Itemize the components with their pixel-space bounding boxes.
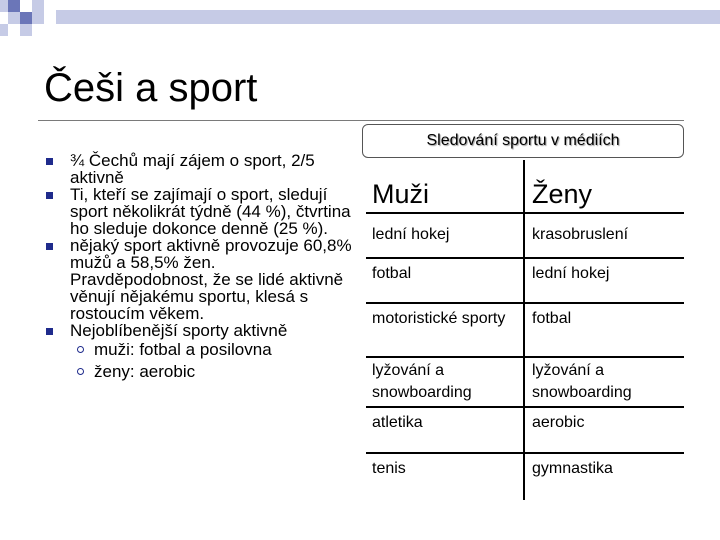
table-row [366,214,684,257]
table-row [366,408,684,452]
bullet-list [44,152,354,383]
table-caption-text: Sledování sportu v médiích [426,132,620,149]
table-cell: atletika [372,414,423,431]
square-bullet-icon [46,243,53,250]
bullet-text: ¾ Čechů mají zájem o sport, 2/5 aktivně [70,151,315,187]
table-caption [362,124,684,158]
sub-bullet-text: ženy: aerobic [94,362,196,381]
table-row [366,358,684,406]
bullet-item [44,152,354,186]
sub-bullet-item [44,339,354,361]
table-cell: lyžování a snowboarding [532,362,632,401]
square-bullet-icon [46,158,53,165]
bullet-text: nějaký sport aktivně provozuje 60,8% mužů a 58,5% žen. Pravděpodobnost, že se lidé aktivně věnují nějakému sportu, klesá s rostoucím věkem. [70,236,352,323]
header-cell-women: Ženy [532,179,593,209]
table-row [366,454,684,498]
table-cell: motoristické sporty [372,310,506,327]
column-divider [523,160,525,500]
ring-bullet-icon [77,346,84,353]
bullet-item [44,186,354,237]
table-cell: krasobruslení [532,226,629,243]
table-cell: fotbal [532,310,572,327]
slide-title: Češi a sport [44,66,258,110]
bullet-item [44,237,354,322]
sub-bullet-item [44,361,354,383]
table-cell: lyžování a snowboarding [372,362,472,401]
table-cell: aerobic [532,414,585,431]
table-row [366,259,684,302]
table-cell: lední hokej [532,265,610,282]
bullet-text: Ti, kteří se zajímají o sport, sledují sport několikrát týdně (44 %), čtvrtina ho sleduje dokonce denně (25 %). [70,185,351,238]
bullet-text: Nejoblíbenější sporty aktivně [70,321,288,340]
ring-bullet-icon [77,368,84,375]
table-cell: lední hokej [372,226,450,243]
header-cell-men: Muži [372,179,430,209]
square-bullet-icon [46,328,53,335]
table-row [366,304,684,356]
title-divider [38,120,684,121]
square-bullet-icon [46,192,53,199]
sports-table [366,160,684,498]
table-cell: gymnastika [532,460,613,477]
table-cell: tenis [372,460,406,477]
sub-bullet-text: muži: fotbal a posilovna [94,340,272,359]
table-cell: fotbal [372,265,412,282]
table-header-row [366,160,684,212]
bullet-item [44,322,354,339]
header-decoration [0,0,720,45]
